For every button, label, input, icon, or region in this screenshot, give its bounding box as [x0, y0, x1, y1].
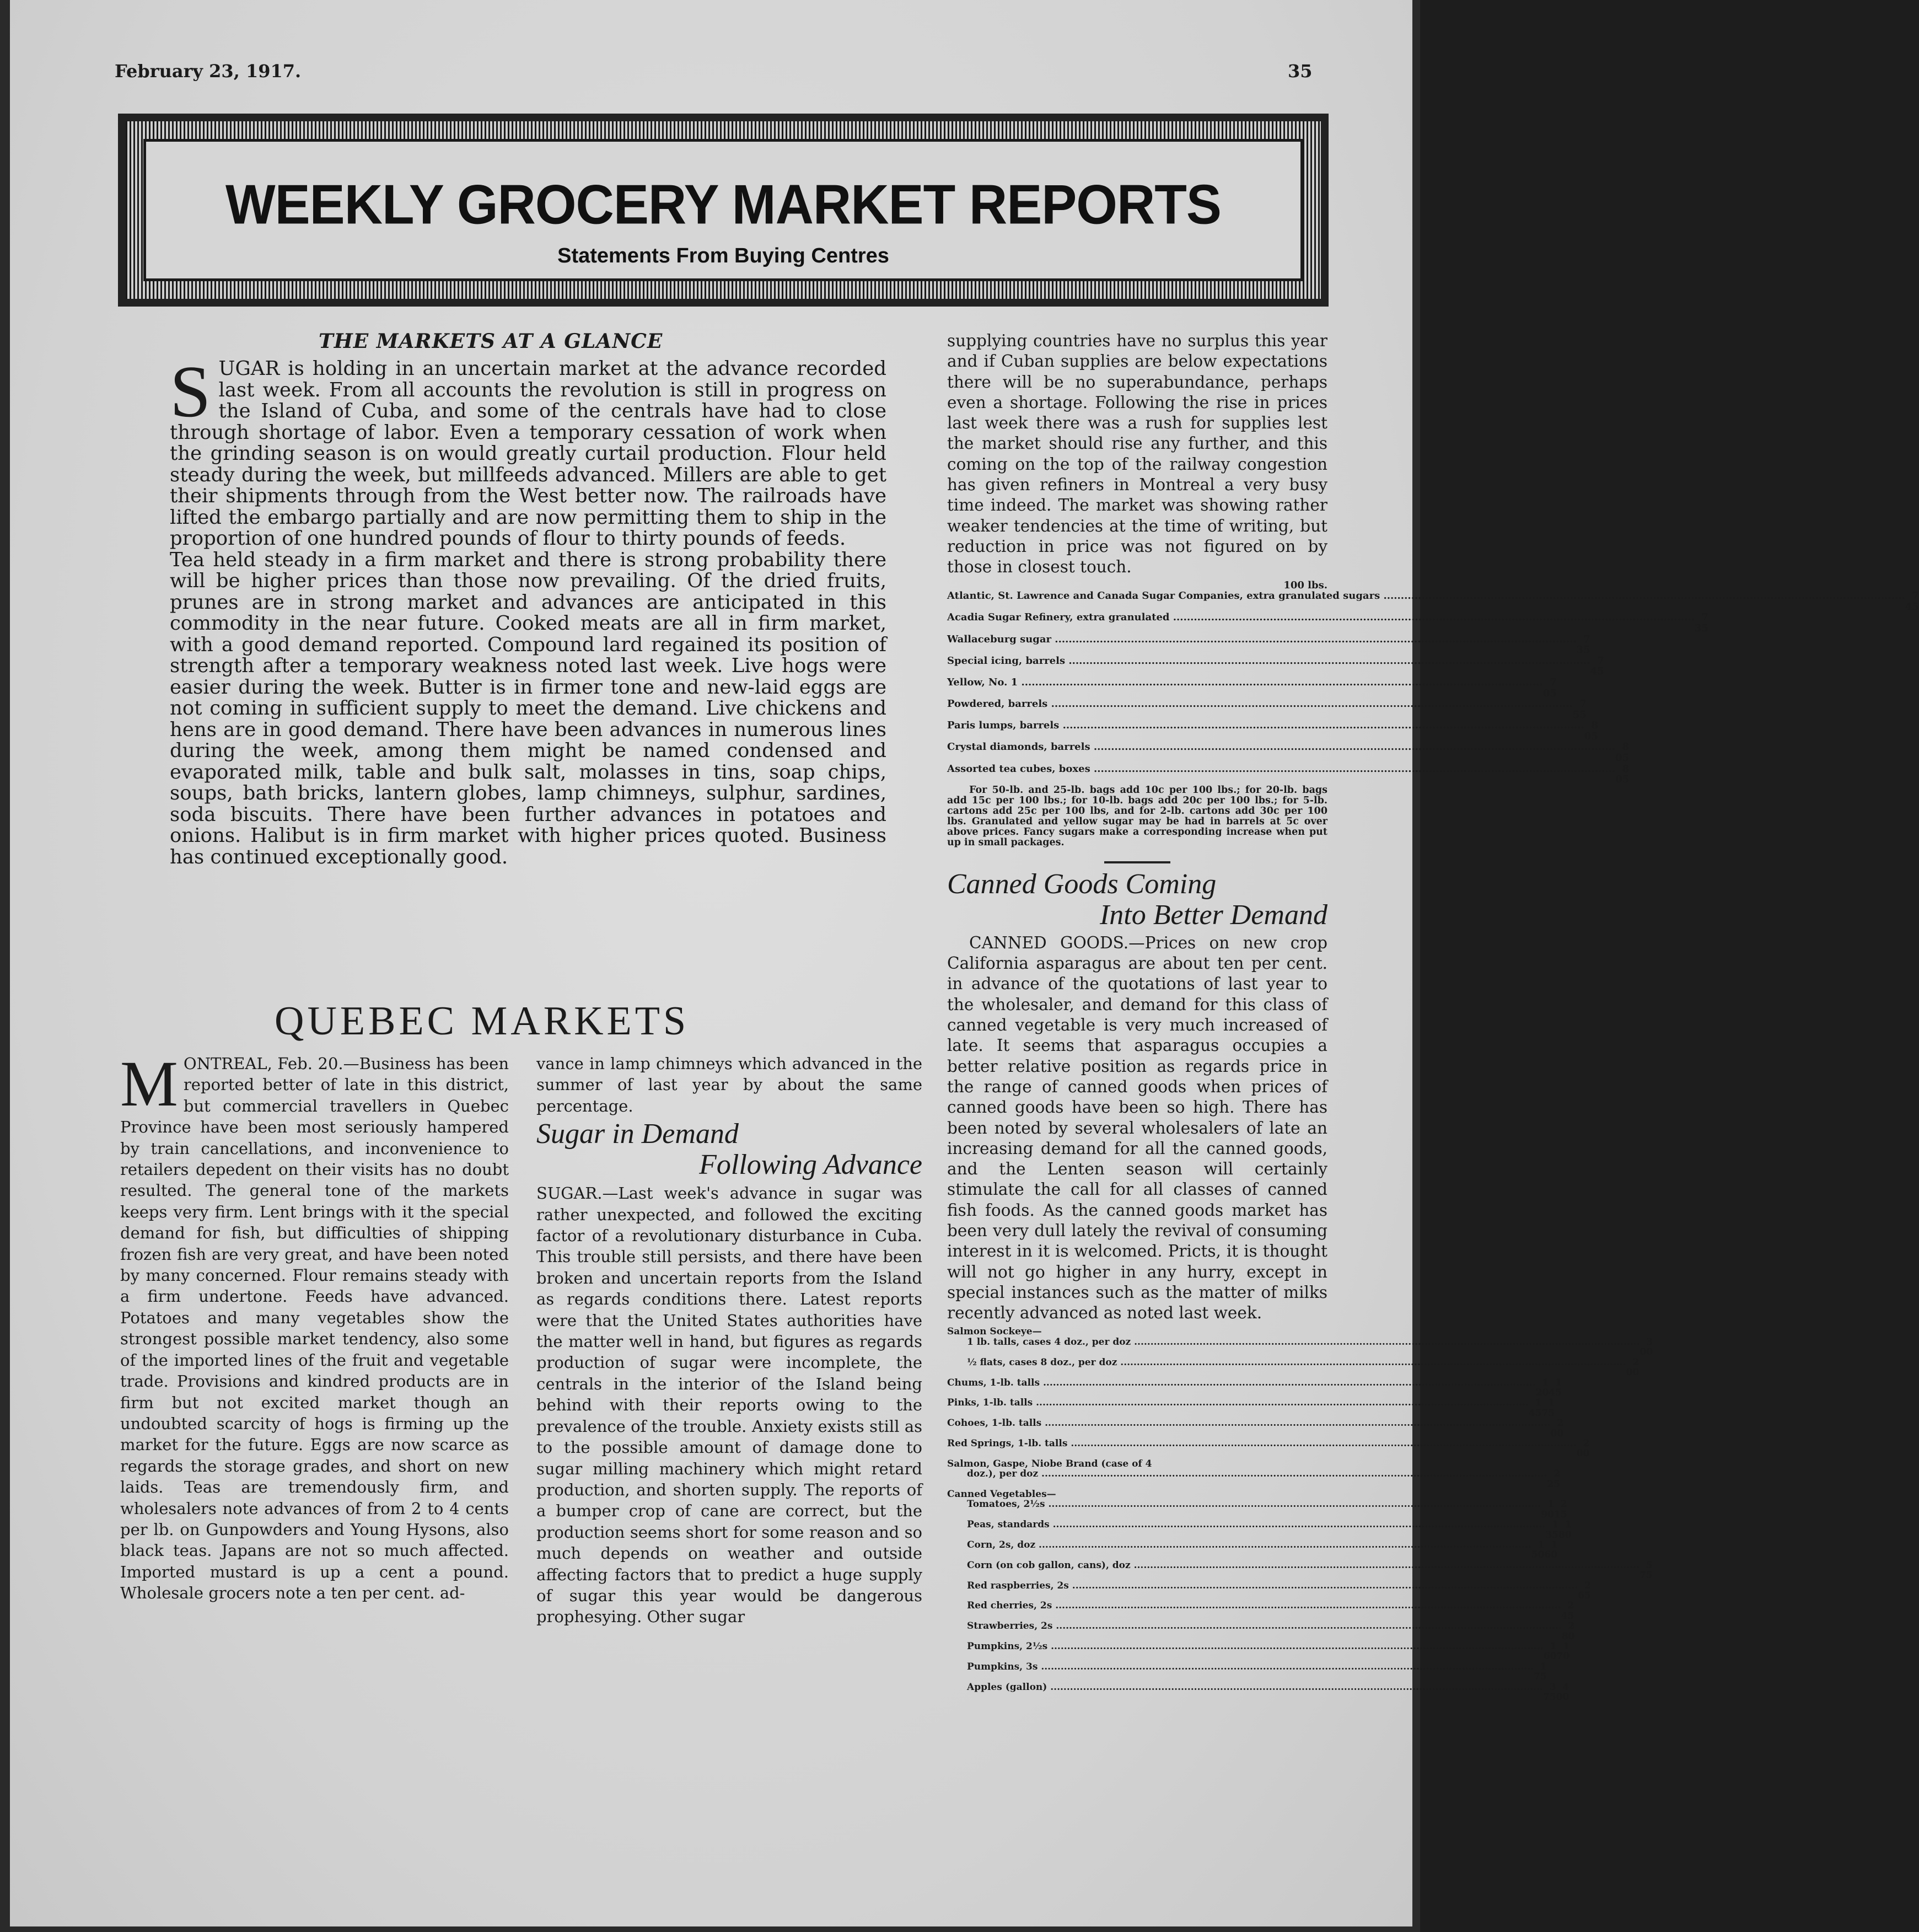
price-low: ....: [1565, 1580, 1578, 1591]
section-banner: [118, 114, 1329, 307]
section-divider: [1104, 861, 1170, 863]
price-high: 4 00: [1556, 1681, 1569, 1703]
item-name: Tomatoes, 2½s .....: [947, 1499, 1541, 1520]
table-row: [947, 1397, 1555, 1419]
price-high: 1 45: [1549, 1377, 1562, 1398]
table-row: [947, 676, 1557, 699]
quebec-lead-continued: vance in lamp chimneys which advanced in the summer of last year by about the same percentage.: [536, 1054, 922, 1115]
table-row: [947, 1519, 1572, 1541]
table-row: [947, 611, 1709, 634]
sugar-price-table: [947, 579, 1919, 848]
table-row: [947, 698, 1587, 721]
price-high: 1 75: [1541, 1397, 1555, 1419]
table-row: [947, 633, 1590, 656]
table-row: [947, 590, 1919, 613]
sugar-subheading-line-1: Sugar in Demand: [536, 1118, 739, 1150]
item-name: Special icing, barrels .....: [947, 656, 1590, 677]
table-row: [947, 1377, 1562, 1398]
price-high: 2 00: [1576, 1437, 1590, 1459]
price-low: [1239, 1489, 1278, 1499]
price-low: ....: [1549, 1620, 1562, 1632]
table-row: [947, 741, 1630, 764]
canned-price-table: [947, 1326, 1653, 1703]
price-high: 2 00: [1550, 1418, 1564, 1439]
table-row: [947, 1459, 1327, 1469]
item-name: Canned Vegetables—: [947, 1488, 1056, 1500]
item-price: 8 05: [1615, 741, 1630, 764]
item-name: Yellow, No. 1 .....: [947, 677, 1543, 699]
sugar-table-unit: 100 lbs.: [1283, 579, 1327, 591]
price-high: 2 65: [1578, 1580, 1591, 1602]
item-name: Atlantic, St. Lawrence and Canada Sugar Companies, extra granulated sugars .....: [947, 591, 1905, 612]
price-low: ....: [1626, 1559, 1640, 1571]
table-row: [947, 1489, 1327, 1499]
item-name: Chums, 1-lb. talls .....: [947, 1378, 1536, 1398]
item-price: 7 45: [1905, 590, 1919, 613]
price-low: [1239, 1459, 1278, 1469]
price-low: 1 35: [1545, 1519, 1558, 1541]
item-name: Red cherries, 2s .....: [947, 1601, 1548, 1621]
table-row: [947, 1580, 1591, 1602]
price-low: ....: [1534, 1468, 1547, 1480]
price-low: 1 45: [1528, 1397, 1542, 1419]
item-price: 7 35: [1695, 611, 1709, 634]
price-high: [1278, 1489, 1327, 1499]
quebec-heading: QUEBEC MARKETS: [275, 999, 690, 1044]
item-price: 7 55: [1572, 698, 1587, 721]
sugar-subheading: [536, 1119, 922, 1180]
table-row: [947, 1661, 1547, 1683]
sugar-table-rows: [947, 590, 1919, 786]
sugar-article-continued: supplying countries have no surplus this year and if Cuban supplies are below expectations there will be no superabundance, perhaps even a shortage. Following the rise in prices last week there was a rush for supplies lest the market should rise any further, and this coming on the top of the railway congestion has given refiners in Montreal a very busy time indeed. The market was showing rather weaker tendencies at the time of writing, but reduction in price was not figured on by those in closest touch.: [947, 331, 1327, 577]
item-name: Paris lumps, barrels .....: [947, 720, 1584, 742]
quebec-column-middle: [536, 1053, 922, 1628]
item-name: Apples (gallon) .....: [947, 1682, 1543, 1703]
table-row: [947, 720, 1598, 742]
item-name: Strawberries, 2s .....: [947, 1621, 1549, 1641]
item-price: 7 45: [1590, 654, 1604, 678]
price-low: ....: [1537, 1418, 1551, 1429]
sugar-article-text: SUGAR.—Last week's advance in sugar was rather unexpected, and followed the exciting factor of a revolutionary disturbance in Cuba. This trouble still persists, and there have been broken and uncertain reports from the Island as regards conditions there. Latest reports were that the United States authorities have the matter well in hand, but figures as regards production of sugar were incomplete, the centrals in the interior of the Island being behind with their reports owing to the prevalence of the trouble. Anxiety exists still as to the possible amount of damage done to sugar milling machinery which might retard production, and shorten supply. The reports of a bumper crop of cane are correct, but the production seems short for some reason and so much depends on weather and outside affecting factors that to predict a huge supply of sugar this year would be dangerous prophesying. Other sugar: [536, 1184, 922, 1627]
quebec-column-left: [120, 1048, 509, 1604]
canned-subheading-line-2: Into Better Demand: [1099, 899, 1327, 931]
item-name: Acadia Sugar Refinery, extra granulated .....: [947, 612, 1695, 634]
price-high: [1278, 1327, 1327, 1337]
item-name: Wallaceburg sugar .....: [947, 634, 1577, 656]
item-name: ½ flats, cases 8 doz., per doz .....: [947, 1357, 1613, 1378]
banner-subtitle: Statements From Buying Centres: [557, 244, 889, 267]
table-row: [947, 1539, 1558, 1561]
item-name: Pumpkins, 3s .....: [947, 1662, 1534, 1682]
price-high: 3 00: [1640, 1336, 1653, 1358]
item-name: Salmon, Gaspe, Niobe Brand (case of 4: [947, 1458, 1152, 1469]
item-price: 8 05: [1615, 763, 1630, 786]
right-column: [947, 331, 1919, 1703]
item-name: Pumpkins, 2½s .....: [947, 1641, 1544, 1662]
price-high: 5 75: [1639, 1559, 1653, 1581]
item-name: Corn, 2s, doz .....: [947, 1540, 1531, 1560]
price-low: ....: [1612, 1356, 1626, 1368]
price-high: 1 60: [1544, 1539, 1558, 1561]
table-row: [947, 654, 1604, 678]
price-high: 2 45: [1561, 1600, 1574, 1622]
item-name: Salmon Sockeye—: [947, 1326, 1042, 1338]
price-high: 1 75: [1534, 1661, 1547, 1683]
price-low: ....: [1626, 1336, 1640, 1348]
price-low: 1 60: [1543, 1641, 1557, 1662]
item-name: Red Springs, 1-lb. talls .....: [947, 1439, 1563, 1459]
quebec-lead-text: ONTREAL, Feb. 20.—Business has been reported better of late in this district, but commercial travellers in Quebec Province have been most seriously hampered by train cancellations, and inconvenience to retailers depedent on their visits has no doubt resulted. The general tone of the markets keeps very firm. Lent brings with it the special demand for fish, but difficulties of shipping frozen fish are very great, and have been noted by many concerned. Flour remains steady with a firm undertone. Feeds have advanced. Potatoes and many vegetables show the strongest possible market tendency, also some of the imported lines of the fruit and vegetable trade. Provisions and kindred products are in firm but not excited market though an undoubted scarcity of hogs is firming up the market for the future. Eggs are now scarce as regards the storage grades, and short on new laids. Teas are tremendously firm, and wholesalers note advances of from 2 to 4 cents per lb. on Gunpowders and Young Hysons, also black teas. Japans are not so much affected. Imported mustard is up a cent a pound. Wholesale grocers note a ten per cent. ad-: [120, 1054, 509, 1603]
table-row: [947, 1641, 1570, 1662]
table-row: [947, 1356, 1640, 1378]
item-name: Red raspberries, 2s .....: [947, 1581, 1565, 1601]
table-row: [947, 1468, 1561, 1490]
item-name: Pinks, 1-lb. talls .....: [947, 1398, 1529, 1418]
canned-subheading: [947, 869, 1327, 931]
price-high: 1 80: [1558, 1519, 1572, 1541]
quebec-dropcap: M: [120, 1048, 178, 1120]
issue-date: February 23, 1917.: [115, 61, 302, 82]
canned-subheading-line-1: Canned Goods Coming: [947, 868, 1217, 900]
table-row: [947, 1437, 1590, 1459]
table-row: [947, 1620, 1575, 1642]
table-row: [947, 1681, 1569, 1703]
price-high: [1278, 1459, 1327, 1469]
price-high: 2 25: [1547, 1468, 1561, 1490]
glance-article: [170, 351, 886, 868]
table-row: [947, 1336, 1653, 1358]
item-name: Powdered, barrels .....: [947, 699, 1573, 720]
item-name: Cohoes, 1-lb. talls .....: [947, 1418, 1538, 1439]
item-name: Corn (on cob gallon, cans), doz .....: [947, 1560, 1626, 1581]
glance-heading: THE MARKETS AT A GLANCE: [319, 330, 663, 353]
banner-title: WEEKLY GROCERY MARKET REPORTS: [225, 174, 1221, 236]
table-row: [947, 1559, 1653, 1581]
sugar-subheading-line-2: Following Advance: [699, 1149, 922, 1181]
item-price: 8 05: [1584, 720, 1598, 742]
item-name: Crystal diamonds, barrels .....: [947, 742, 1615, 763]
canned-article-text: CANNED GOODS.—Prices on new crop California asparagus are about ten per cent. in advance of the quotations of last year to the wholesaler, and demand for this class of canned vegetable is very much increased of late. It seems that asparagus occupies a better relative position as regards price in the range of canned goods when prices of canned goods have been so high. There has been noted by several wholesalers of late an increasing demand for all the canned goods, and the Lenten season will certainly stimulate the call for all classes of canned fish foods. As the canned goods market has been very dull lately the revival of consuming interest in it is welcomed. Pricts, it is thought will not go higher in any hurry, except in special instances such as the matter of milks recently advanced as noted last week.: [947, 933, 1327, 1323]
price-high: 2 15: [1554, 1499, 1567, 1520]
price-high: 1 70: [1556, 1641, 1570, 1662]
page-number: 35: [1288, 61, 1313, 82]
price-low: [1239, 1327, 1278, 1337]
item-price: 7 05: [1542, 676, 1557, 699]
price-high: 2 00: [1626, 1356, 1640, 1378]
table-row: [947, 763, 1630, 786]
table-row: [947, 1600, 1574, 1622]
item-name: Assorted tea cubes, boxes .....: [947, 764, 1615, 785]
table-row: [947, 1327, 1327, 1337]
price-low: 1 90: [1541, 1499, 1554, 1520]
item-name: 1 lb. talls, cases 4 doz., per doz .....: [947, 1337, 1627, 1357]
price-low: 1 50: [1531, 1539, 1545, 1561]
glance-paragraph-1: UGAR is holding in an uncertain market at the advance recorded last week. From all accounts the revolution is still in progress on the Island of Cuba, and some of the centrals have had to close through shortage of labor. Even a temporary cessation of work when the grinding season is on would greatly curtail production. Flour held steady during the week, but millfeeds advanced. Millers are able to get their shipments through from the West better now. The railroads have lifted the embargo partially and are now permitting them to ship in the proportion of one hundred pounds of flour to thirty pounds of feeds.: [170, 357, 886, 550]
sugar-table-note: For 50-lb. and 25-lb. bags add 10c per 100 lbs.; for 20-lb. bags add 15c per 100 lbs.; for 10-lb. bags add 20c per 100 lbs.; for 5-lb. cartons add 25c per 100 lbs, and for 2-lb. cartons add 30c per 100 lbs. Granulated and yellow sugar may be had in barrels at 5c over above prices. Fancy sugars make a corresponding increase when put up in small packages.: [947, 784, 1327, 848]
price-high: 2 80: [1561, 1620, 1575, 1642]
item-price: 7 35: [1576, 633, 1590, 656]
item-name: Peas, standards .....: [947, 1520, 1545, 1540]
price-low: ....: [1547, 1600, 1561, 1612]
banner-panel: [143, 139, 1303, 281]
price-low: ....: [1563, 1437, 1577, 1449]
table-row: [947, 1499, 1567, 1520]
glance-dropcap: S: [170, 351, 211, 432]
table-row: [947, 1418, 1564, 1439]
price-low: 3 75: [1542, 1681, 1556, 1703]
glance-paragraph-2: Tea held steady in a firm market and there is strong probability there will be higher prices than those now prevailing. Of the dried fruits, prunes are in strong market and advances are anticipated in this commodity in the near future. Cooked meats are all in firm market, with a good demand reported. Compound lard regained its position of strength after a temporary weakness noted last week. Live hogs were easier during the week. Butter is in firmer tone and new-laid eggs are not coming in sufficient supply to meet the demand. Live chickens and hens are in good demand. There have been advances in numerous lines during the week, among them might be named condensed and evaporated milk, table and bulk salt, molasses in tins, soap chips, soups, bath bricks, lantern globes, lamp chimneys, sulphur, sardines, soda biscuits. There have been further advances in potatoes and onions. Halibut is in firm market with higher prices quoted. Business has continued exceptionally good.: [170, 548, 886, 868]
price-low: 1 20: [1535, 1377, 1549, 1398]
item-name: doz.), per doz .....: [947, 1469, 1534, 1489]
